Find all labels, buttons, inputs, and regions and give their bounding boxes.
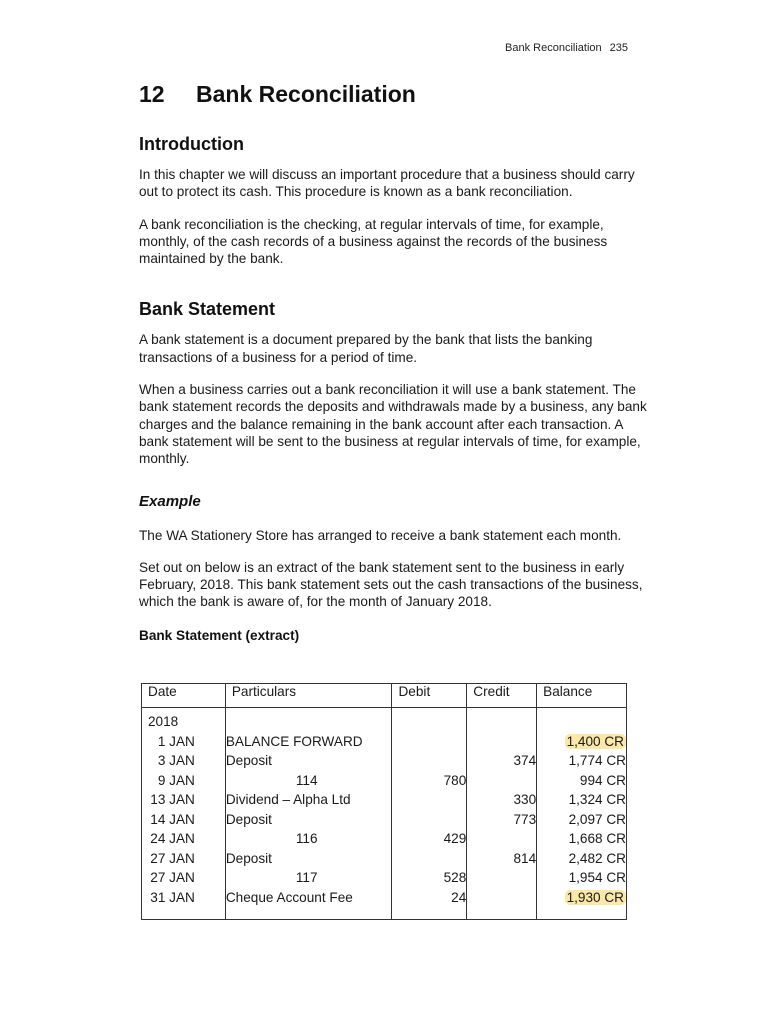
column-header-balance: Balance xyxy=(537,684,627,708)
table-row xyxy=(142,790,627,810)
table-cell-particulars: Deposit xyxy=(225,849,392,869)
table-cell-particulars: Deposit xyxy=(225,810,392,830)
column-header-debit: Debit xyxy=(392,684,467,708)
table-row-year xyxy=(142,708,627,732)
table-row xyxy=(142,888,627,920)
column-header-particulars: Particulars xyxy=(225,684,392,708)
running-header xyxy=(505,42,628,54)
running-header-title: Bank Reconciliation xyxy=(505,42,602,54)
table-cell-balance: 1,954 CR xyxy=(537,868,627,888)
paragraph: A bank reconciliation is the checking, at regular intervals of time, for example, monthly, of the cash records of a business against the records of the business maintained by the bank. xyxy=(139,216,608,267)
table-cell-date: 3 JAN xyxy=(142,751,226,771)
table-caption: Bank Statement (extract) xyxy=(139,627,300,643)
table-cell-year: 2018 xyxy=(142,708,226,732)
table-cell-debit xyxy=(392,810,467,830)
table-cell-debit xyxy=(392,732,467,752)
page-content xyxy=(139,78,649,645)
table-cell-balance: 1,668 CR xyxy=(537,829,627,849)
chapter-number: 12 xyxy=(139,81,165,107)
table-cell-particulars: 117 xyxy=(225,868,392,888)
table-cell-credit: 814 xyxy=(467,849,537,869)
table-cell-particulars: 116 xyxy=(225,829,392,849)
page-number: 235 xyxy=(609,42,628,54)
table-cell-debit xyxy=(392,751,467,771)
table-cell-balance: 1,324 CR xyxy=(537,790,627,810)
paragraph: In this chapter we will discuss an important procedure that a business should carry out to protect its cash. This procedure is known as a bank reconciliation. xyxy=(139,167,635,200)
table-row xyxy=(142,732,627,752)
section-heading-introduction: Introduction xyxy=(139,134,244,154)
table-row xyxy=(142,829,627,849)
table-row xyxy=(142,868,627,888)
table-cell-balance: 994 CR xyxy=(537,771,627,791)
table-cell-date: 31 JAN xyxy=(142,888,226,920)
table-cell-date: 1 JAN xyxy=(142,732,226,752)
table-cell-date: 27 JAN xyxy=(142,849,226,869)
table-row xyxy=(142,849,627,869)
table-row xyxy=(142,751,627,771)
table-cell-debit xyxy=(392,849,467,869)
table-cell-credit xyxy=(467,868,537,888)
table-header-row xyxy=(142,684,627,708)
bank-statement-table xyxy=(141,683,627,920)
highlighted-balance: 1,930 CR xyxy=(566,889,624,905)
table-row xyxy=(142,771,627,791)
paragraph: A bank statement is a document prepared by the bank that lists the banking transactions of a business for a period of time. xyxy=(139,332,593,365)
paragraph: When a business carries out a bank reconciliation it will use a bank statement. The bank statement records the deposits and withdrawals made by a business, any bank charges and the balance remaining in the bank account after each transaction. A bank statement will be sent to the business at regular intervals of time, for example, monthly. xyxy=(139,382,647,467)
paragraph: The WA Stationery Store has arranged to receive a bank statement each month. xyxy=(139,527,622,543)
table-row xyxy=(142,810,627,830)
table-cell-particulars: Cheque Account Fee xyxy=(225,888,392,920)
table-cell-debit: 429 xyxy=(392,829,467,849)
table-cell-date: 24 JAN xyxy=(142,829,226,849)
paragraph: Set out on below is an extract of the bank statement sent to the business in early February, 2018. This bank statement sets out the cash transactions of the business, which the bank is aware of, for the month of January 2018. xyxy=(139,559,643,610)
table-cell-particulars: Deposit xyxy=(225,751,392,771)
table-cell-date: 13 JAN xyxy=(142,790,226,810)
table-cell-date: 14 JAN xyxy=(142,810,226,830)
table-cell-date: 27 JAN xyxy=(142,868,226,888)
section-heading-bank-statement: Bank Statement xyxy=(139,299,276,320)
table-cell-balance xyxy=(537,888,627,920)
table-cell-credit xyxy=(467,829,537,849)
table-cell-credit xyxy=(467,888,537,920)
table-cell-credit xyxy=(467,771,537,791)
table-cell-balance: 1,774 CR xyxy=(537,751,627,771)
table-cell-credit xyxy=(467,732,537,752)
table-cell-balance: 2,097 CR xyxy=(537,810,627,830)
table-cell-debit xyxy=(392,790,467,810)
chapter-title xyxy=(139,78,649,110)
table-cell-balance xyxy=(537,732,627,752)
table-cell-particulars: Dividend – Alpha Ltd xyxy=(225,790,392,810)
table-cell-credit: 374 xyxy=(467,751,537,771)
table-cell-credit: 330 xyxy=(467,790,537,810)
chapter-title-text: Bank Reconciliation xyxy=(196,81,416,107)
column-header-date: Date xyxy=(142,684,226,708)
table-cell-debit: 24 xyxy=(392,888,467,920)
table-cell-particulars: 114 xyxy=(225,771,392,791)
table-cell-date: 9 JAN xyxy=(142,771,226,791)
table-cell-debit: 780 xyxy=(392,771,467,791)
example-heading: Example xyxy=(139,492,201,510)
highlighted-balance: 1,400 CR xyxy=(566,733,624,749)
table-cell-balance: 2,482 CR xyxy=(537,849,627,869)
table-cell-particulars: BALANCE FORWARD xyxy=(225,732,392,752)
table-cell-debit: 528 xyxy=(392,868,467,888)
table-cell-credit: 773 xyxy=(467,810,537,830)
column-header-credit: Credit xyxy=(467,684,537,708)
